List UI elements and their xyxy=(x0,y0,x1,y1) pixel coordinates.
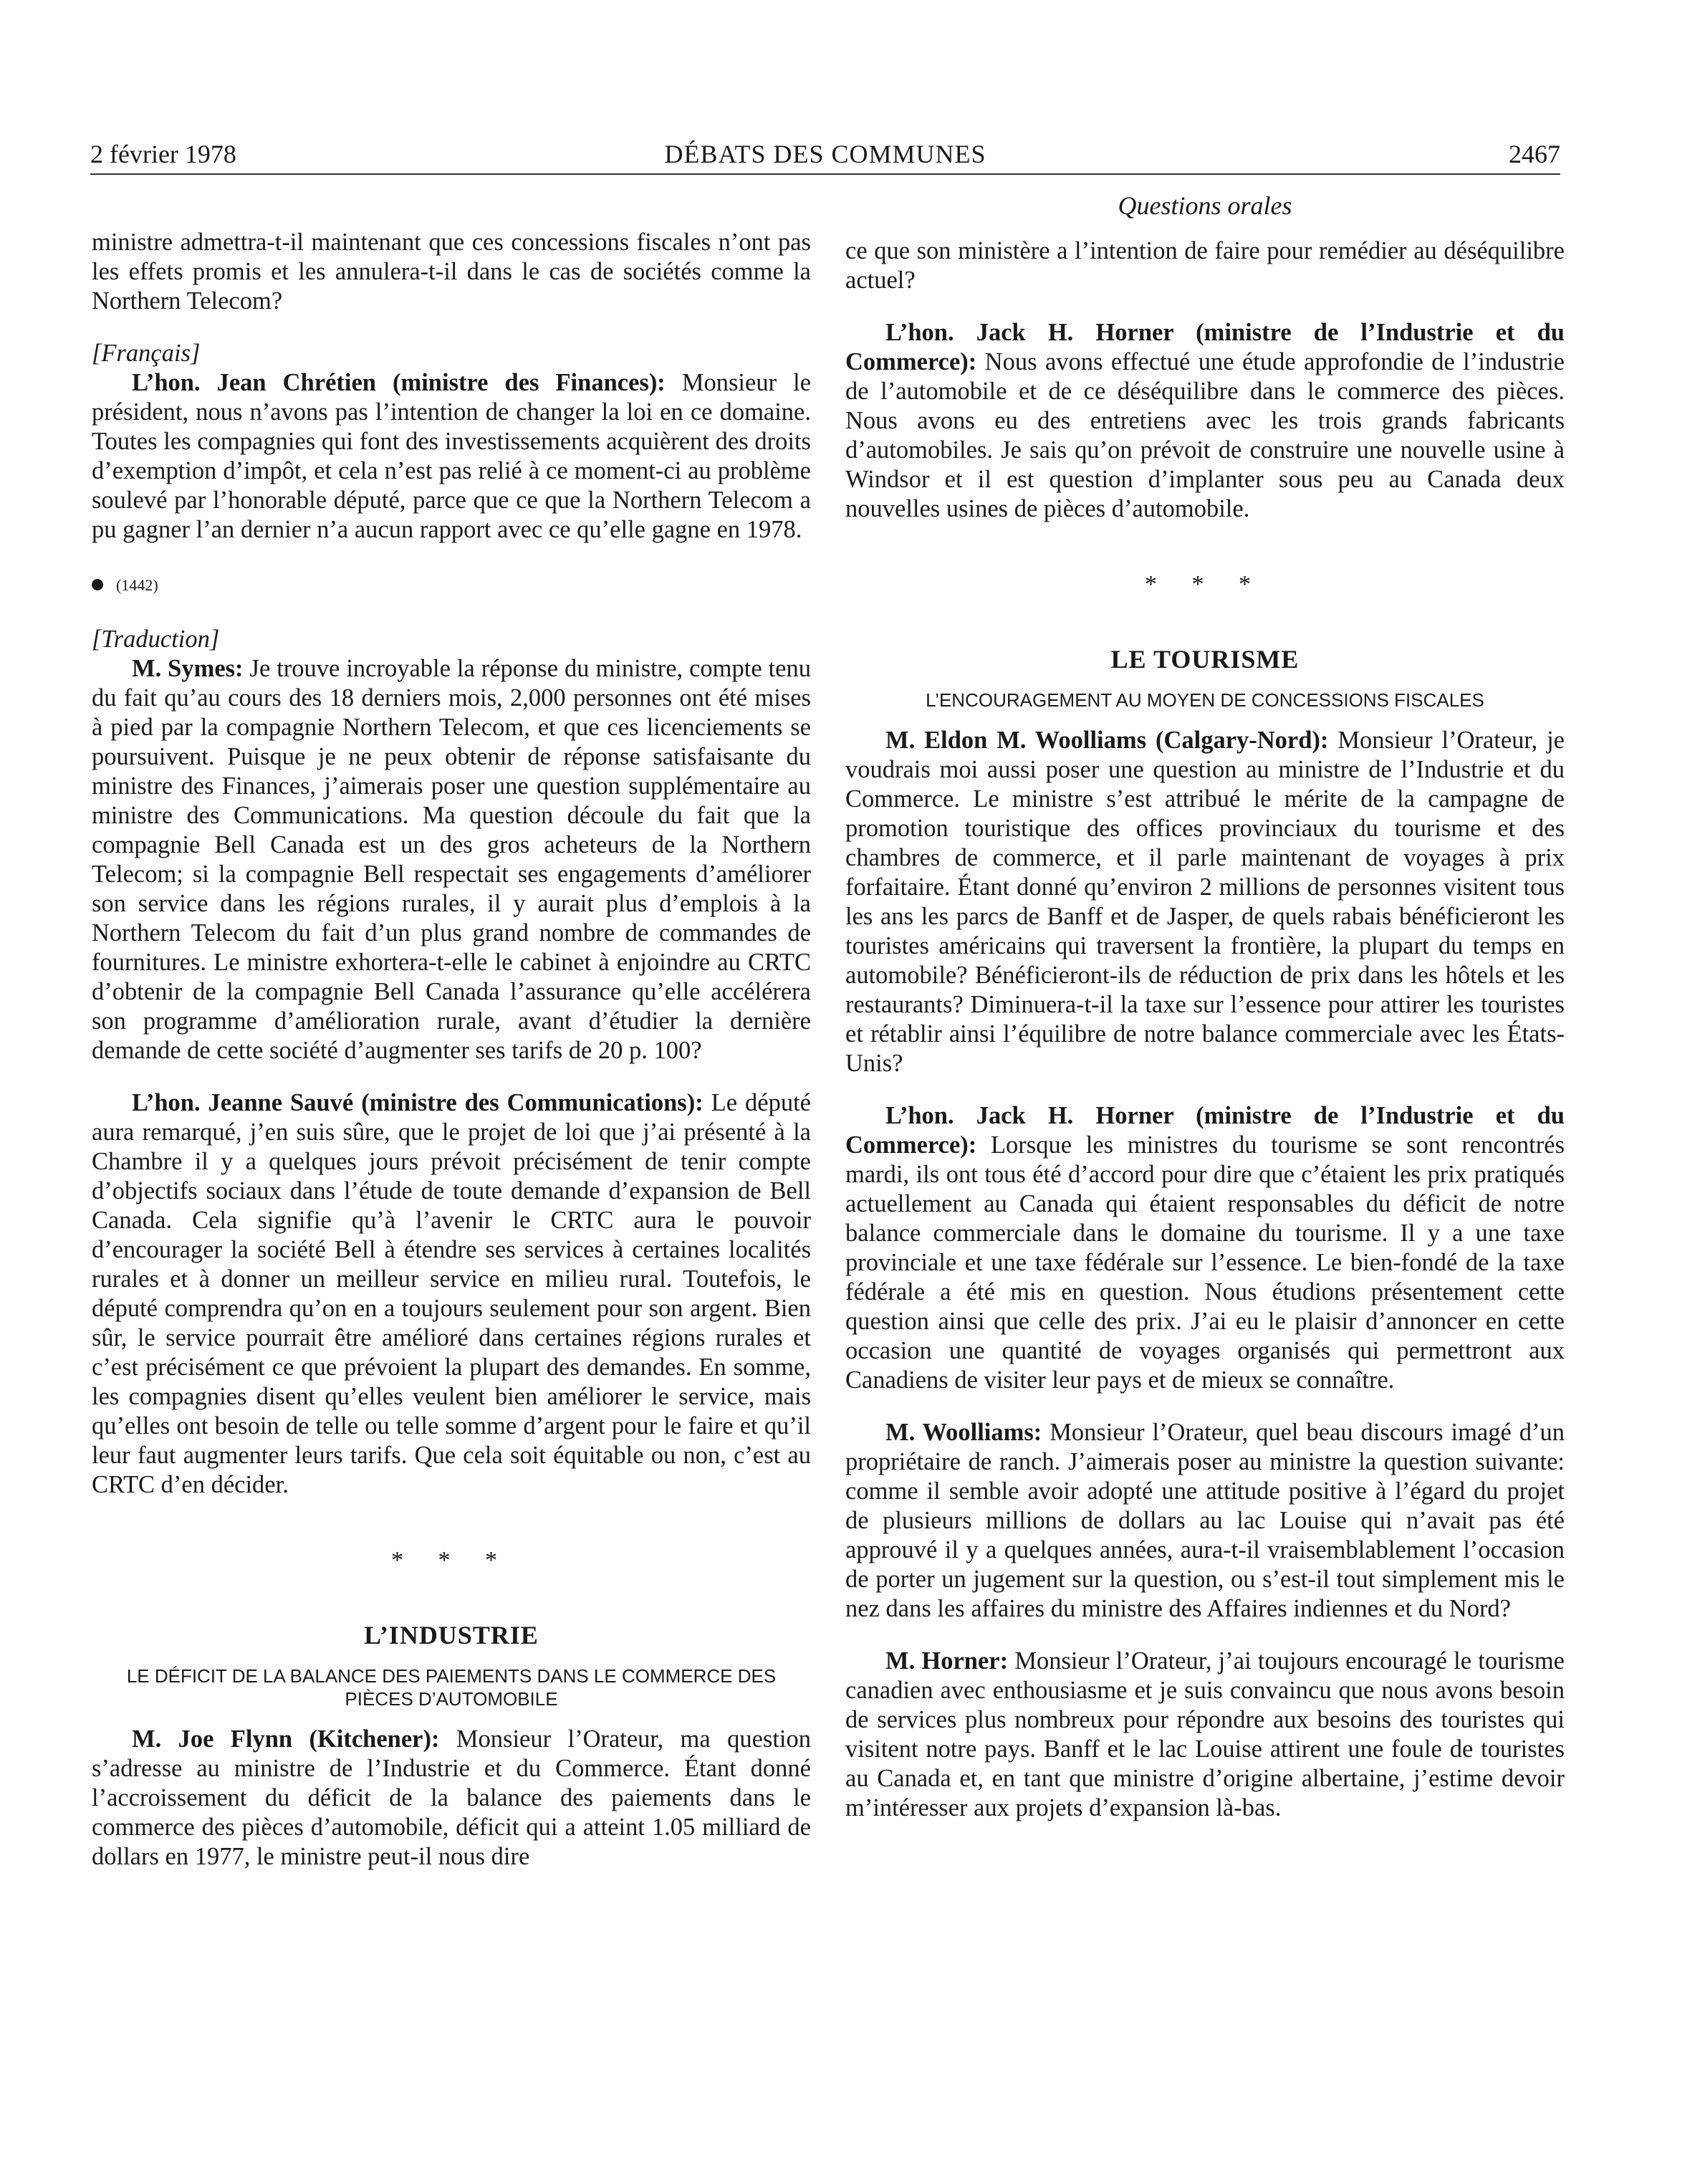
paragraph xyxy=(845,1101,1565,1395)
left-column xyxy=(92,228,811,1872)
speech-text: Monsieur l’Orateur, ma question s’adresse au ministre de l’Industrie et du Commerce. Étant donné l’accroissement du déficit de la balance des paiements dans le commerce des pièces d’automobile, déficit qui a atteint 1.05 milliard de dollars en 1977, le ministre peut-il nous dire xyxy=(92,1725,811,1870)
speaker-name: M. Symes: xyxy=(132,655,244,682)
paragraph xyxy=(92,1725,811,1872)
section-separator: * * * xyxy=(1145,571,1265,598)
paragraph xyxy=(845,318,1565,524)
paragraph xyxy=(845,1418,1565,1624)
page-header xyxy=(90,136,1560,175)
speaker-name: L’hon. Jack H. Horner (ministre de l’Industrie et du Commerce): xyxy=(845,319,1565,375)
paragraph xyxy=(92,654,811,1065)
speech-text: Nous avons effectué une étude approfondie de l’industrie de l’automobile et de ce déséquilibre dans le commerce des pièces. Nous avons eu des entretiens avec les trois grands fabricants d’automobiles. Je sais qu’on prévoit de construire une nouvelle usine à Windsor et il est question d’implanter sous peu au Canada deux nouvelles usines de pièces d’automobile. xyxy=(845,348,1565,522)
speech-text: Je trouve incroyable la réponse du ministre, compte tenu du fait qu’au cours des 18 derniers mois, 2,000 personnes ont été mises à pied par la compagnie Northern Telecom, et que ces licenciements se poursuivent. Puisque je ne peux obtenir de réponse satisfaisante du ministre des Finances, j’aimerais poser une question supplémentaire au ministre des Communications. Ma question découle du fait que la compagnie Bell Canada est un des gros acheteurs de la Northern Telecom; si la compagnie Bell respectait ses engagements d’améliorer son service dans les régions rurales, il y aurait plus d’emplois à la Northern Telecom du fait d’un plus grand nombre de commandes de fournitures. Le ministre exhortera-t-elle le cabinet à enjoindre au CRTC d’obtenir de la compagnie Bell Canada l’assurance qu’elle accélérera son programme d’amélioration rurale, avant d’étudier la dernière demande de cette société d’augmenter ses tarifs de 20 p. 100? xyxy=(92,655,811,1064)
language-note: [Français] xyxy=(92,340,201,367)
section-heading: L’INDUSTRIE xyxy=(364,1621,539,1649)
header-date: 2 février 1978 xyxy=(90,140,236,168)
speech-text: Monsieur l’Orateur, je voudrais moi aussi poser une question au ministre de l’Industrie et du Commerce. Le ministre s’est attribué le mérite de la campagne de promotion touristique des offices provinciaux du tourisme et des chambres de commerce, et il parle maintenant de voyages à prix forfaitaire. Étant donné qu’environ 2 millions de personnes visitent tous les ans les parcs de Banff et de Jasper, de quels rabais bénéficieront les touristes américains qui traversent la frontière, la plupart du temps en automobile? Bénéficieront-ils de réduction de prix dans les hôtels et les restaurants? Diminuera-t-il la taxe sur l’essence pour attirer les touristes et rétablir ainsi l’équilibre de notre balance commerciale avec les États-Unis? xyxy=(845,727,1565,1077)
section-subheading: LE DÉFICIT DE LA BALANCE DES PAIEMENTS DANS LE COMMERCE DES PIÈCES D’AUTOMOBILE xyxy=(126,1665,777,1710)
speech-text: Monsieur l’Orateur, quel beau discours imagé d’un propriétaire de ranch. J’aimerais poser au ministre la question suivante: comme il semble avoir adopté une attitude positive à l’égard du projet de plusieurs millions de dollars au lac Louise qui n’avait pas été approuvé il y a quelques années, aura-t-il vraisemblablement l’occasion de porter un jugement sur la question, ou s’est-il tout simplement mis le nez dans les affaires du ministre des Affaires indiennes et du Nord? xyxy=(845,1419,1565,1622)
header-title: DÉBATS DES COMMUNES xyxy=(664,140,986,168)
running-head: Questions orales xyxy=(1118,191,1292,220)
section-separator: * * * xyxy=(391,1547,512,1574)
speaker-name: L’hon. Jean Chrétien (ministre des Finances): xyxy=(132,369,666,396)
paragraph: ce que son ministère a l’intention de faire pour remédier au déséquilibre actuel? xyxy=(845,237,1565,294)
paragraph: ministre admettra-t-il maintenant que ces concessions fiscales n’ont pas les effets promis et les annulera-t-il dans le cas de sociétés comme la Northern Telecom? xyxy=(92,229,811,315)
speaker-name: M. Horner: xyxy=(885,1647,1009,1675)
paragraph xyxy=(845,1647,1565,1823)
speaker-name: M. Joe Flynn (Kitchener): xyxy=(132,1725,440,1753)
speaker-name: L’hon. Jack H. Horner (ministre de l’Industrie et du Commerce): xyxy=(845,1102,1565,1159)
language-note: [Traduction] xyxy=(92,626,220,653)
time-marker xyxy=(92,567,811,602)
speech-text: Lorsque les ministres du tourisme se sont rencontrés mardi, ils ont tous été d’accord pour dire que c’étaient les prix pratiqués actuellement au Canada qui étaient responsables du déficit de notre balance commerciale dans le domaine du tourisme. Il y a une taxe provinciale et une taxe fédérale sur l’essence. Le bien-fondé de la taxe fédérale a été mis en question. Nous étudions présentement cette question ainsi que celle des prix. J’ai eu le plaisir d’annoncer en cette occasion une quantité de voyages organisés qui permettront aux Canadiens de visiter leur pays et de mieux se connaître. xyxy=(845,1131,1565,1394)
paragraph xyxy=(92,1088,811,1500)
section-heading: LE TOURISME xyxy=(1110,645,1300,674)
bullet-icon xyxy=(92,579,103,590)
speaker-name: L’hon. Jeanne Sauvé (ministre des Communications): xyxy=(132,1089,703,1116)
speech-text: Monsieur le président, nous n’avons pas l’intention de changer la loi en ce domaine. Toutes les compagnies qui font des investissements acquièrent des droits d’exemption d’impôt, et cela n’est pas relié à ce moment-ci au problème soulevé par l’honorable député, parce que ce que la Northern Telecom a pu gagner l’an dernier n’a aucun rapport avec ce qu’elle gagne en 1978. xyxy=(92,369,812,543)
speaker-name: M. Eldon M. Woolliams (Calgary-Nord): xyxy=(885,727,1329,754)
speech-text: Le député aura remarqué, j’en suis sûre, que le projet de loi que j’ai présenté à la Chambre il y a quelques jours prévoit précisément de tenir compte d’objectifs sociaux dans l’étude de toute demande d’expansion de Bell Canada. Cela signifie qu’à l’avenir le CRTC aura le pouvoir d’encourager la société Bell à étendre ses services à certaines localités rurales et à donner un meilleur service en milieu rural. Toutefois, le député comprendra qu’on en a toujours seulement pour son argent. Bien sûr, le service pourrait être amélioré dans certaines régions rurales et c’est précisément ce que prévoient la plupart des demandes. En somme, les compagnies disent qu’elles veulent bien améliorer le service, mais qu’elles ont besoin de telle ou telle somme d’argent pour le faire et qu’il leur faut augmenter leurs tarifs. Que cela soit équitable ou non, c’est au CRTC d’en décider. xyxy=(92,1089,811,1498)
header-page-number: 2467 xyxy=(1509,140,1560,168)
section-subheading: L’ENCOURAGEMENT AU MOYEN DE CONCESSIONS FISCALES xyxy=(926,689,1484,711)
speaker-name: M. Woolliams: xyxy=(885,1419,1042,1446)
right-column xyxy=(845,236,1565,1823)
paragraph xyxy=(92,368,811,545)
speech-text: Monsieur l’Orateur, j’ai toujours encouragé le tourisme canadien avec enthousiasme et je suis convaincu que nous avons besoin de services plus nombreux pour répondre aux besoins des touristes qui visitent notre pays. Banff et le lac Louise attirent une foule de touristes au Canada et, en tant que ministre d’origine albertaine, j’estime devoir m’intéresser aux projets d’expansion là-bas. xyxy=(845,1647,1565,1821)
time-marker-label: (1442) xyxy=(116,575,158,594)
paragraph xyxy=(845,726,1565,1078)
